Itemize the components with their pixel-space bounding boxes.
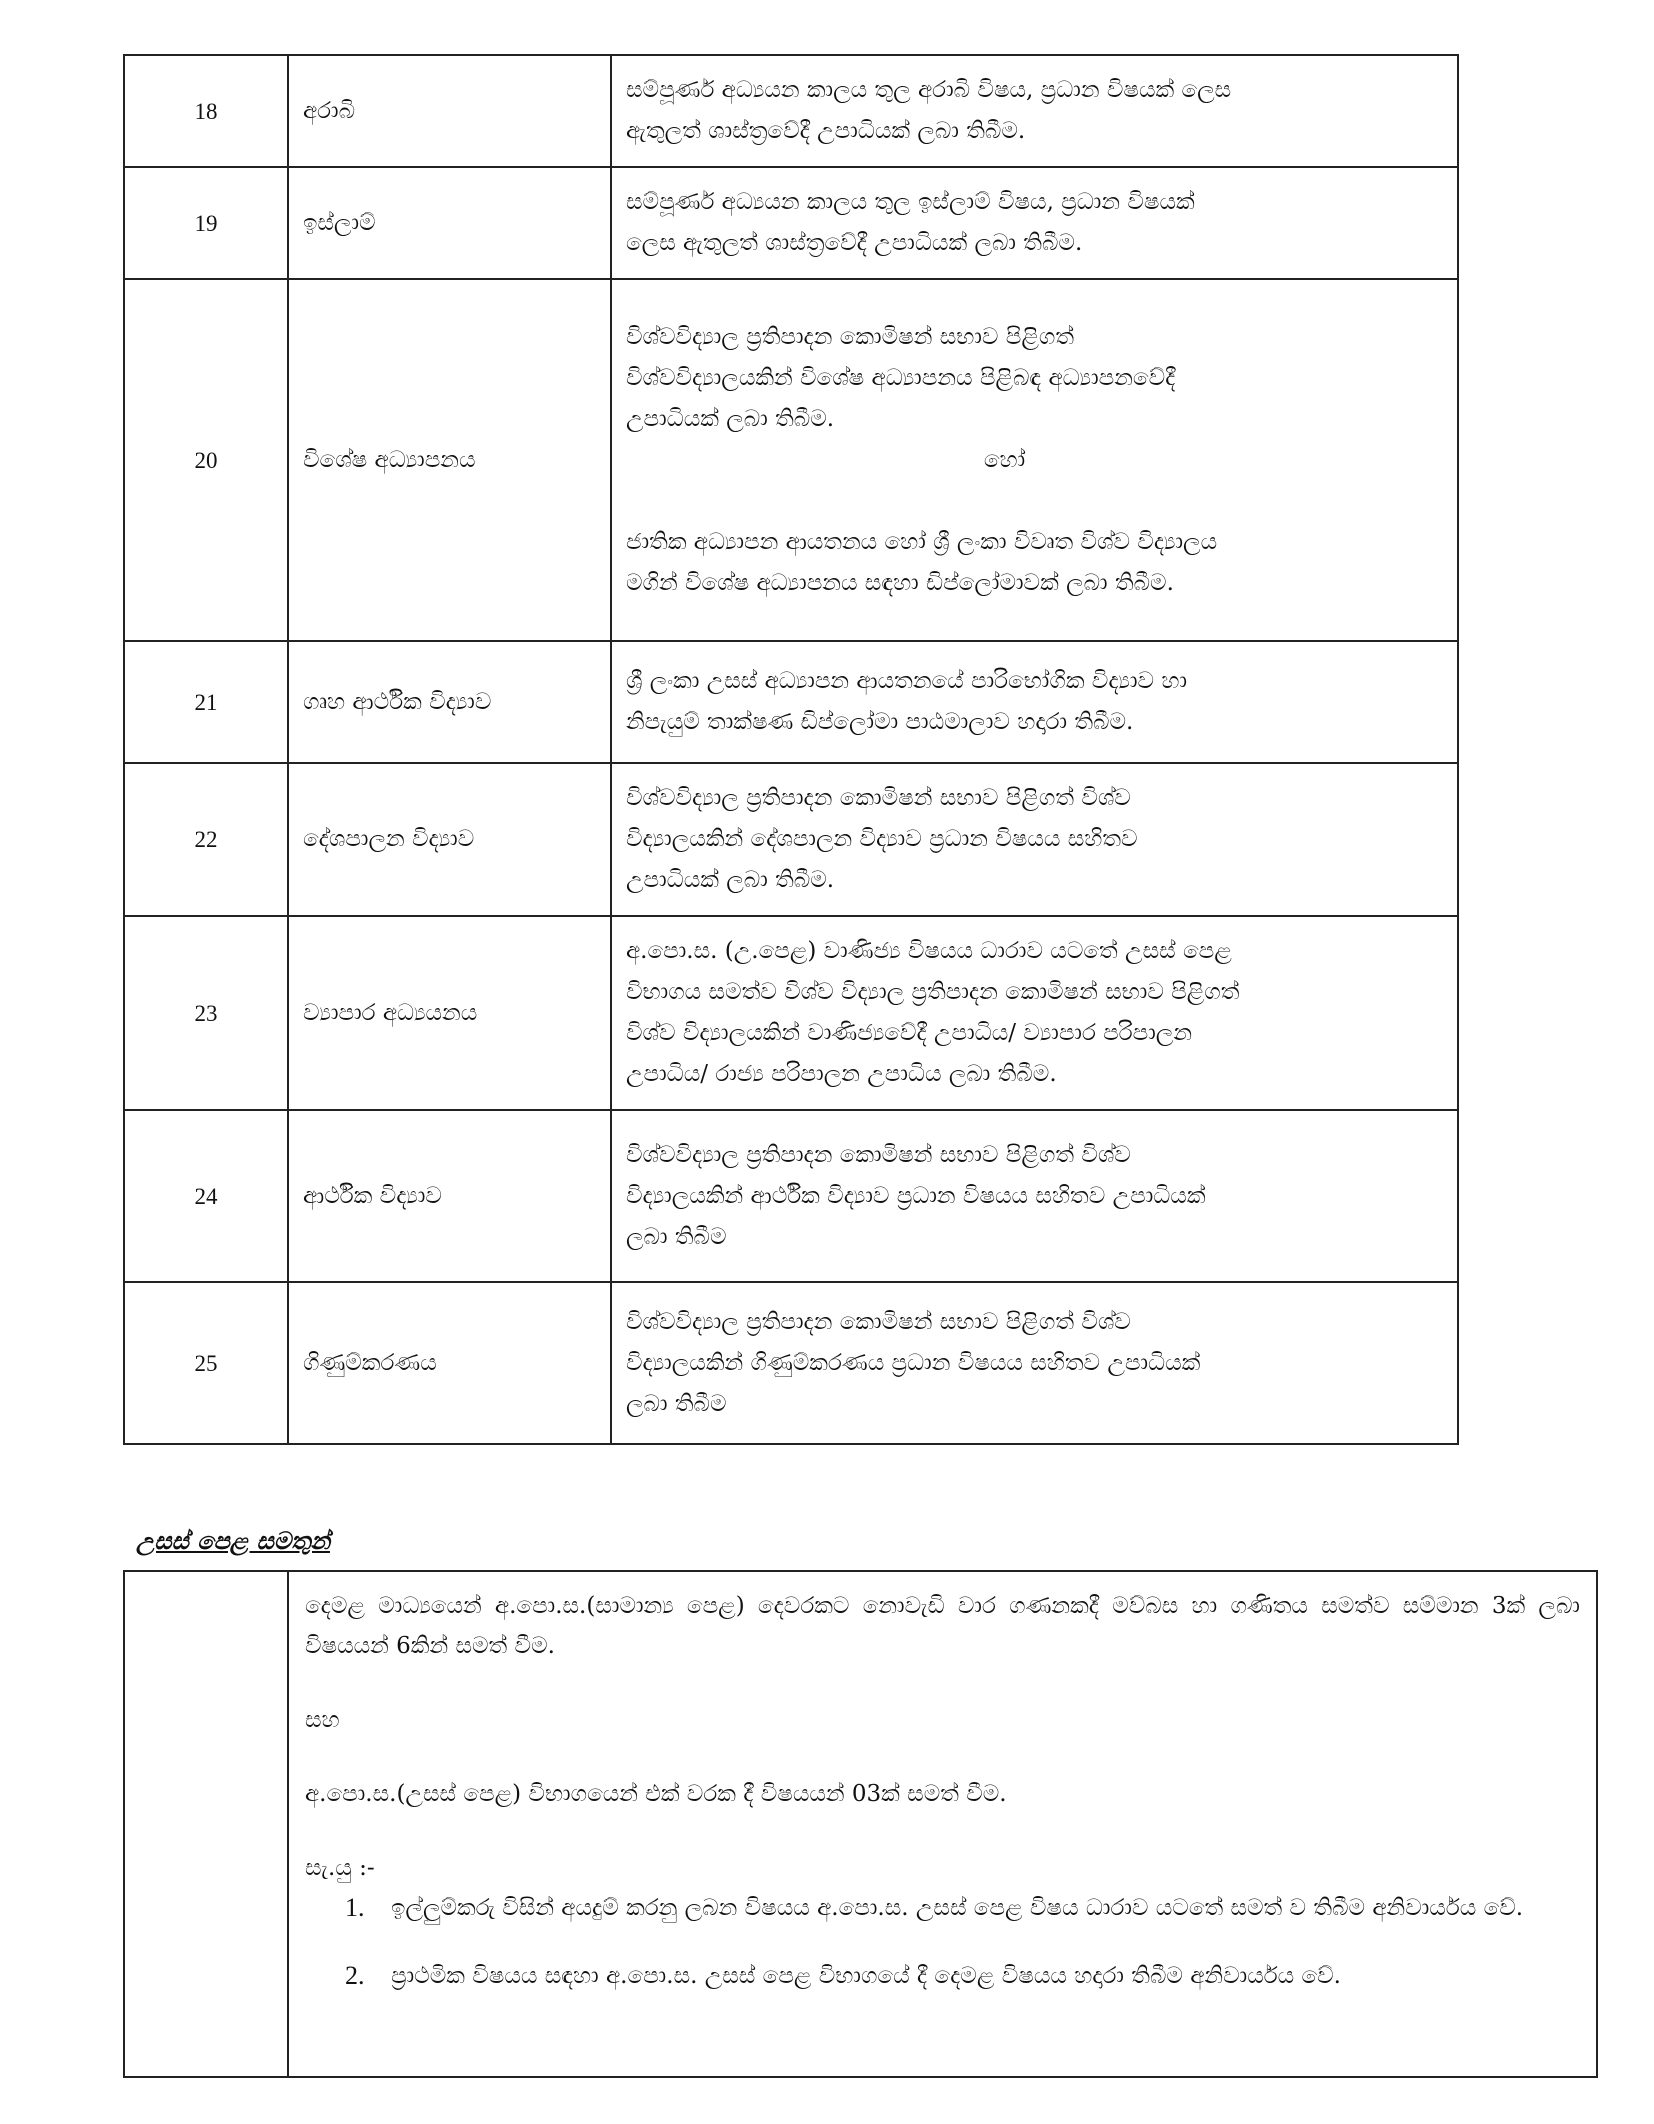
subject-name: විශේෂ අධ්‍යාපනය (288, 279, 611, 641)
subject-name: ආර්ථික විද්‍යාව (288, 1110, 611, 1282)
description-line: විභාගය සමත්ව විශ්ව විද්‍යාල ප්‍රතිපාදන කොමිෂන් සභාව පිළිගත් (626, 979, 1240, 1005)
spacer (305, 1666, 1580, 1700)
description-line: ඇතුලත් ශාස්ත්‍රවේදී උපාධියක් ලබා තිබීම. (626, 118, 1026, 144)
qualifications-table (123, 54, 1459, 1445)
notes-list (305, 1888, 1580, 1996)
table-row (124, 916, 1458, 1110)
table-row (124, 641, 1458, 763)
and-connector: සහ (305, 1707, 340, 1733)
table-row (124, 1110, 1458, 1282)
requirement-paragraph: දෙමළ මාධ්‍යයෙන් අ.පො.ස.(සාමාන්‍ය පෙළ) දෙවරකට නොවැඩි වාර ගණනකදී මව්බස හා ගණිතය සමත්ව සම්මාන 3ක් ලබා විෂයයන් 6කින් සමත් වීම. (305, 1593, 1580, 1659)
note-text: ප්‍රාථමික විෂයය සඳහා අ.පො.ස. උසස් පෙළ විභාගයේ දී දෙමළ විෂයය හදාරා තිබීම අනිවාර්යය වේ. (391, 1963, 1341, 1989)
table-row (124, 763, 1458, 916)
row-number: 18 (124, 55, 288, 167)
description-line: ලබා තිබීම (626, 1390, 727, 1417)
qualification-description (611, 1110, 1458, 1282)
qualification-description (611, 55, 1458, 167)
spacer (626, 481, 1443, 522)
description-line: උපාධියක් ලබා තිබීම. (626, 867, 835, 893)
table-row (124, 167, 1458, 279)
subject-name: ගිණුම්කරණය (288, 1282, 611, 1444)
description-line: විද්‍යාලයකින් ගිණුම්කරණය ප්‍රධාන විෂයය සහිතව උපාධියක් (626, 1349, 1201, 1376)
description-line: විද්‍යාලයකින් ආර්ථික විද්‍යාව ප්‍රධාන විෂයය සහිතව උපාධියක් (626, 1182, 1206, 1209)
description-line: ශ්‍රී ලංකා උසස් අධ්‍යාපන ආයතනයේ පාරිභෝගික විද්‍යාව හා (626, 668, 1188, 694)
row-number: 25 (124, 1282, 288, 1444)
requirements-cell (288, 1571, 1597, 2077)
subject-name: ගෘහ ආර්ථික විද්‍යාව (288, 641, 611, 763)
description-line: මගින් විශේෂ අධ්‍යාපනය සඳහා ඩිප්ලෝමාවක් ලබා තිබීම. (626, 569, 1174, 596)
description-line: උපාධියක් ලබා තිබීම. (626, 405, 835, 432)
row-number: 19 (124, 167, 288, 279)
qualification-description (611, 1282, 1458, 1444)
description-line: විශ්වවිද්‍යාල ප්‍රතිපාදන කොමිෂන් සභාව පිළිගත් විශ්ව (626, 1141, 1131, 1168)
list-item (345, 1956, 1580, 1996)
table-row (124, 55, 1458, 167)
subject-name: අරාබි (288, 55, 611, 167)
qualification-description (611, 641, 1458, 763)
description-line: විශ්වවිද්‍යාලයකින් විශේෂ අධ්‍යාපනය පිළිබඳ අධ්‍යාපනවේදී (626, 364, 1176, 391)
description-line: විශ්ව විද්‍යාලයකින් වාණිජ්‍යවේදී උපාධිය/ ව්‍යාපාර පරිපාලන (626, 1020, 1193, 1046)
description-line: විශ්වවිද්‍යාල ප්‍රතිපාදන කොමිෂන් සභාව පිළිගත් විශ්ව (626, 785, 1131, 811)
note-number: 2. (345, 1961, 365, 1990)
description-line: ලෙස ඇතුලත් ශාස්ත්‍රවේදී උපාධියක් ලබා තිබීම. (626, 230, 1083, 256)
row-number: 24 (124, 1110, 288, 1282)
note-label: සැ.යු :- (305, 1855, 375, 1881)
description-line: උපාධිය/ රාජ්‍ය පරිපාලන උපාධිය ලබා තිබීම. (626, 1061, 1057, 1087)
empty-cell (124, 1571, 288, 2077)
description-line: නිපැයුම් තාක්ෂණ ඩිප්ලෝමා පාඨමාලාව හදාරා තිබීම. (626, 709, 1134, 735)
spacer (305, 1814, 1580, 1848)
note-number: 1. (345, 1893, 365, 1922)
description-line: අ.පො.ස. (උ.පෙළ) වාණිජ්‍ය විෂයය ධාරාව යටතේ උසස් පෙළ (626, 938, 1232, 964)
list-item (345, 1888, 1580, 1928)
subject-name: ඉස්ලාම් (288, 167, 611, 279)
description-line: ලබා තිබීම (626, 1223, 727, 1250)
subject-name: දේශපාලන විද්‍යාව (288, 763, 611, 916)
note-text: ඉල්ලුම්කරු විසින් අයදුම් කරනු ලබන විෂයය අ.පො.ස. උසස් පෙළ විෂය ධාරාව යටතේ සමත් ව තිබීම අනිවාර්යය වේ. (391, 1895, 1524, 1921)
qualification-description (611, 916, 1458, 1110)
spacer (305, 1740, 1580, 1774)
row-number: 21 (124, 641, 288, 763)
qualification-description (611, 279, 1458, 641)
table-row (124, 279, 1458, 641)
table-row (124, 1571, 1597, 2077)
or-separator: හෝ (983, 446, 1026, 473)
subject-name: ව්‍යාපාර අධ්‍යයනය (288, 916, 611, 1110)
requirement-paragraph: අ.පො.ස.(උසස් පෙළ) විභාගයෙන් එක් වරක දී විෂයයන් 03ක් සමත් වීම. (305, 1781, 1007, 1807)
row-number: 20 (124, 279, 288, 641)
advanced-level-table (123, 1570, 1598, 2078)
row-number: 23 (124, 916, 288, 1110)
table-row (124, 1282, 1458, 1444)
description-line: විශ්වවිද්‍යාල ප්‍රතිපාදන කොමිෂන් සභාව පිළිගත් (626, 323, 1075, 350)
description-line: සම්පූර්ණ අධ්‍යයන කාලය තුල ඉස්ලාම් විෂය, ප්‍රධාන විෂයක් (626, 189, 1195, 215)
section-title: උසස් පෙළ සමතුන් (136, 1526, 330, 1555)
description-line: සම්පූර්ණ අධ්‍යයන කාලය තුල අරාබි විෂය, ප්‍රධාන විෂයක් ලෙස (626, 77, 1232, 103)
qualification-description (611, 167, 1458, 279)
description-line: විශ්වවිද්‍යාල ප්‍රතිපාදන කොමිෂන් සභාව පිළිගත් විශ්ව (626, 1308, 1131, 1335)
row-number: 22 (124, 763, 288, 916)
description-line: විද්‍යාලයකින් දේශපාලන විද්‍යාව ප්‍රධාන විෂයය සහිතව (626, 826, 1138, 852)
description-line: ජාතික අධ්‍යාපන ආයතනය හෝ ශ්‍රී ලංකා විවෘත විශ්ව විද්‍යාලය (626, 528, 1218, 555)
qualification-description (611, 763, 1458, 916)
